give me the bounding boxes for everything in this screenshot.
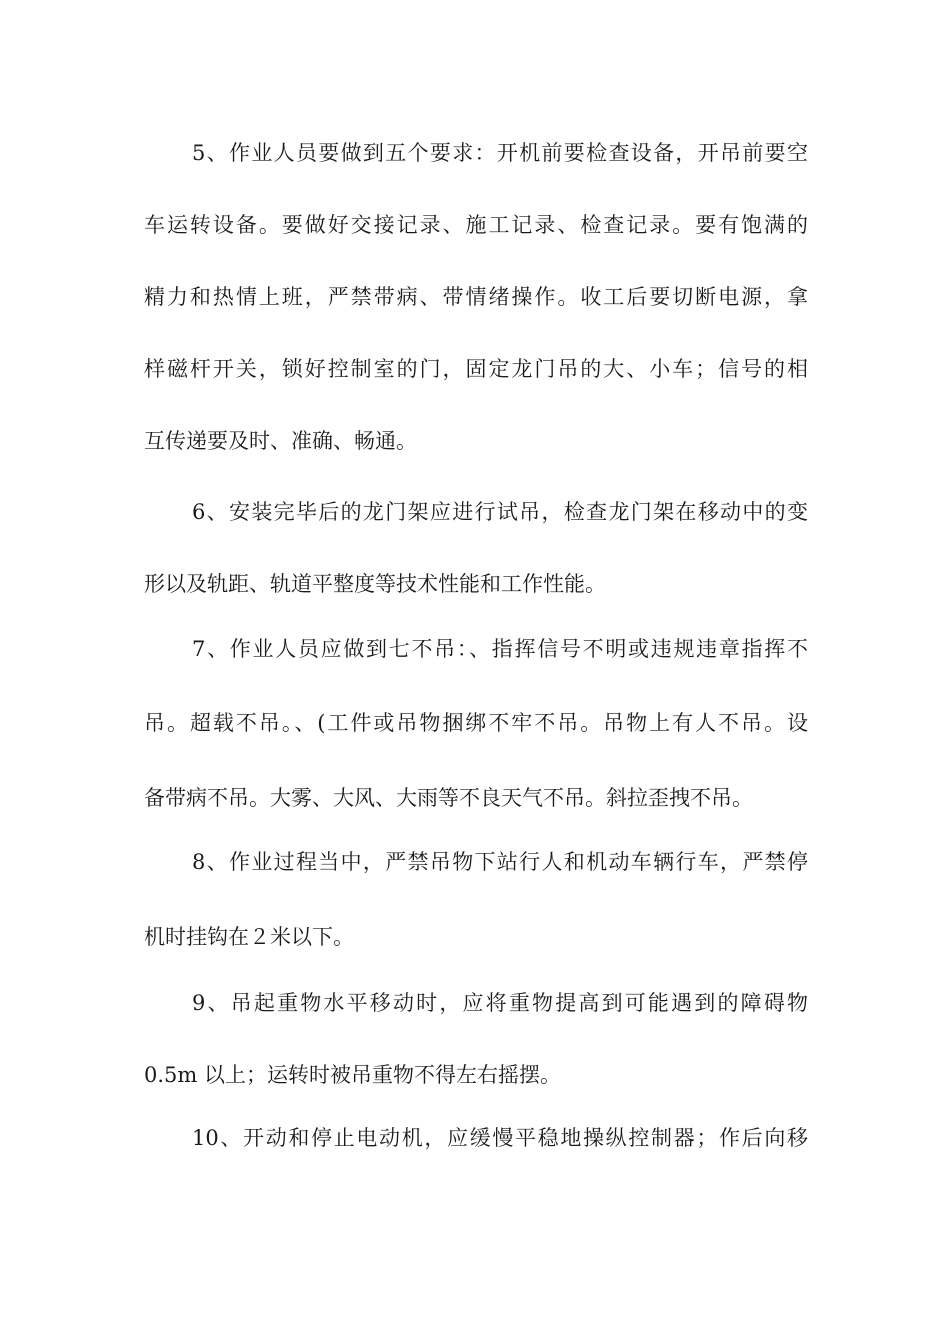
paragraph-5-line-5: 互传递要及时、准确、畅通。 [144, 429, 417, 453]
paragraph-10-line-1: 10、开动和停止电动机，应缓慢平稳地操纵控制器；作后向移 [192, 1126, 808, 1150]
paragraph-9-line-2: 0.5m 以上；运转时被吊重物不得左右摇摆。 [144, 1063, 561, 1087]
paragraph-7-line-3: 备带病不吊。大雾、大风、大雨等不良天气不吊。斜拉歪拽不吊。 [144, 786, 753, 810]
paragraph-5-line-3: 精力和热情上班，严禁带病、带情绪操作。收工后要切断电源，拿 [144, 285, 808, 309]
paragraph-5-line-4: 样磁杆开关，锁好控制室的门，固定龙门吊的大、小车；信号的相 [144, 357, 808, 381]
paragraph-6-line-1: 6、安装完毕后的龙门架应进行试吊，检查龙门架在移动中的变 [192, 500, 808, 524]
paragraph-9-line-1: 9、吊起重物水平移动时，应将重物提高到可能遇到的障碍物 [192, 991, 808, 1015]
paragraph-7-line-2: 吊。超载不吊。、(工件或吊物捆绑不牢不吊。吊物上有人不吊。设 [144, 711, 808, 735]
paragraph-8-line-2: 机时挂钩在２米以下。 [144, 925, 354, 949]
paragraph-8-line-1: 8、作业过程当中，严禁吊物下站行人和机动车辆行车，严禁停 [192, 850, 808, 874]
paragraph-5-line-1: 5、作业人员要做到五个要求：开机前要检查设备，开吊前要空 [192, 141, 808, 165]
paragraph-7-line-1: 7、作业人员应做到七不吊：、指挥信号不明或违规违章指挥不 [192, 637, 808, 661]
paragraph-5-line-2: 车运转设备。要做好交接记录、施工记录、检查记录。要有饱满的 [144, 213, 808, 237]
paragraph-6-line-2: 形以及轨距、轨道平整度等技术性能和工作性能。 [144, 572, 606, 596]
